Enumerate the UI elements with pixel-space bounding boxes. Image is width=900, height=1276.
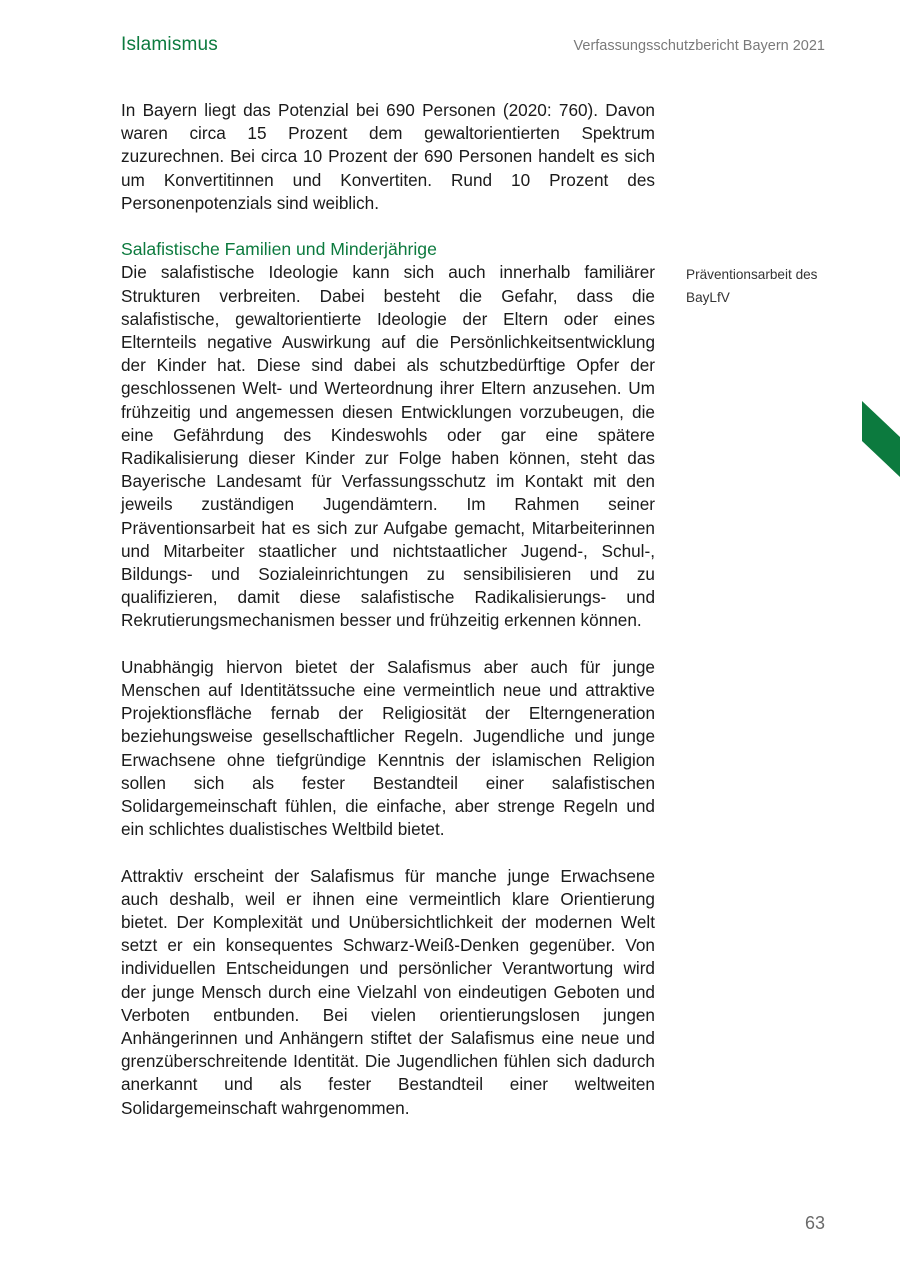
page-number: 63: [804, 1213, 825, 1233]
section-heading: Salafistische Familien und Minderjährige: [121, 239, 437, 260]
paragraph-spacer: [121, 215, 655, 238]
paragraph-spacer: [121, 633, 655, 656]
intro-paragraph: In Bayern liegt das Potenzial bei 690 Personen (2020: 760). Davon waren circa 15 Prozent dem gewaltorientierten Spektrum zuzurechnen. Bei circa 10 Prozent der 690 Personen handelt es sich um Konvertitinnen und Konvertiten. Rund 10 Prozent des Personenpotenzials sind weiblich.: [121, 100, 655, 213]
report-title: Verfassungsschutzbericht Bayern 2021: [573, 38, 825, 54]
chapter-tab-marker: [862, 401, 900, 477]
main-content: [121, 99, 655, 1120]
section-title: Islamismus: [121, 34, 219, 55]
body-paragraph-1: Die salafistische Ideologie kann sich auch innerhalb familiärer Strukturen verbreiten. Dabei besteht die Gefahr, dass die salafistische, gewaltorientierte Ideologie der Eltern oder eines Elternteils negative Auswirkung auf die Persönlichkeitsentwicklung der Kinder hat. Diese sind dabei als schutzbedürftige Opfer der geschlossenen Welt- und Werteordnung ihrer Eltern anzusehen. Um frühzeitig und angemessen diesen Entwicklungen vorzubeugen, die eine Gefährdung des Kindeswohls oder gar eine spätere Radikalisierung dieser Kinder zur Folge haben können, steht das Bayerische Landesamt für Verfassungsschutz im Kontakt mit den jeweils zuständigen Jugendämtern. Im Rahmen seiner Präventionsarbeit hat es sich zur Aufgabe gemacht, Mitarbeiterinnen und Mitarbeiter staatlicher und nichtstaatlicher Jugend-, Schul-, Bildungs- und Sozialeinrichtungen zu sensibilisieren und zu qualifizieren, damit diese salafistische Radikalisierungs- und Rekrutierungsmechanismen besser und frühzeitig erkennen können.: [121, 262, 655, 631]
paragraph-spacer: [121, 841, 655, 864]
body-paragraph-3: Attraktiv erscheint der Salafismus für manche junge Erwachsene auch deshalb, weil er ihnen eine vermeintlich klare Orientierung bietet. Der Komplexität und Unübersichtlichkeit der modernen Welt setzt er ein konsequentes Schwarz-Weiß-Denken gegenüber. Von individuellen Entscheidungen und persönlicher Verantwortung wird der junge Mensch durch eine Vielzahl von eindeutigen Geboten und Verboten entbunden. Bei vielen orientierungslosen jungen Anhängerinnen und Anhängern stiftet der Salafismus eine neue und grenzüberschreitende Identität. Die Jugendlichen fühlen sich dadurch anerkannt und als fester Bestandteil einer weltweiten Solidargemeinschaft wahrgenommen.: [121, 865, 655, 1118]
margin-note: Präventionsarbeit des BayLfV: [686, 267, 818, 305]
body-paragraph-2: Unabhängig hiervon bietet der Salafismus aber auch für junge Menschen auf Identitätssuche eine vermeintlich neue und attraktive Projektionsfläche fernab der Religiosität der Elterngeneration beziehungsweise gesellschaftlicher Regeln. Jugendliche und junge Erwachsene ohne tiefgründige Kenntnis der islamischen Religion sollen sich als fester Bestandteil einer salafistischen Solidargemeinschaft fühlen, die einfache, aber strenge Regeln und ein schlichtes dualistisches Weltbild bietet.: [121, 656, 655, 840]
chapter-tab-shape: [862, 401, 900, 477]
